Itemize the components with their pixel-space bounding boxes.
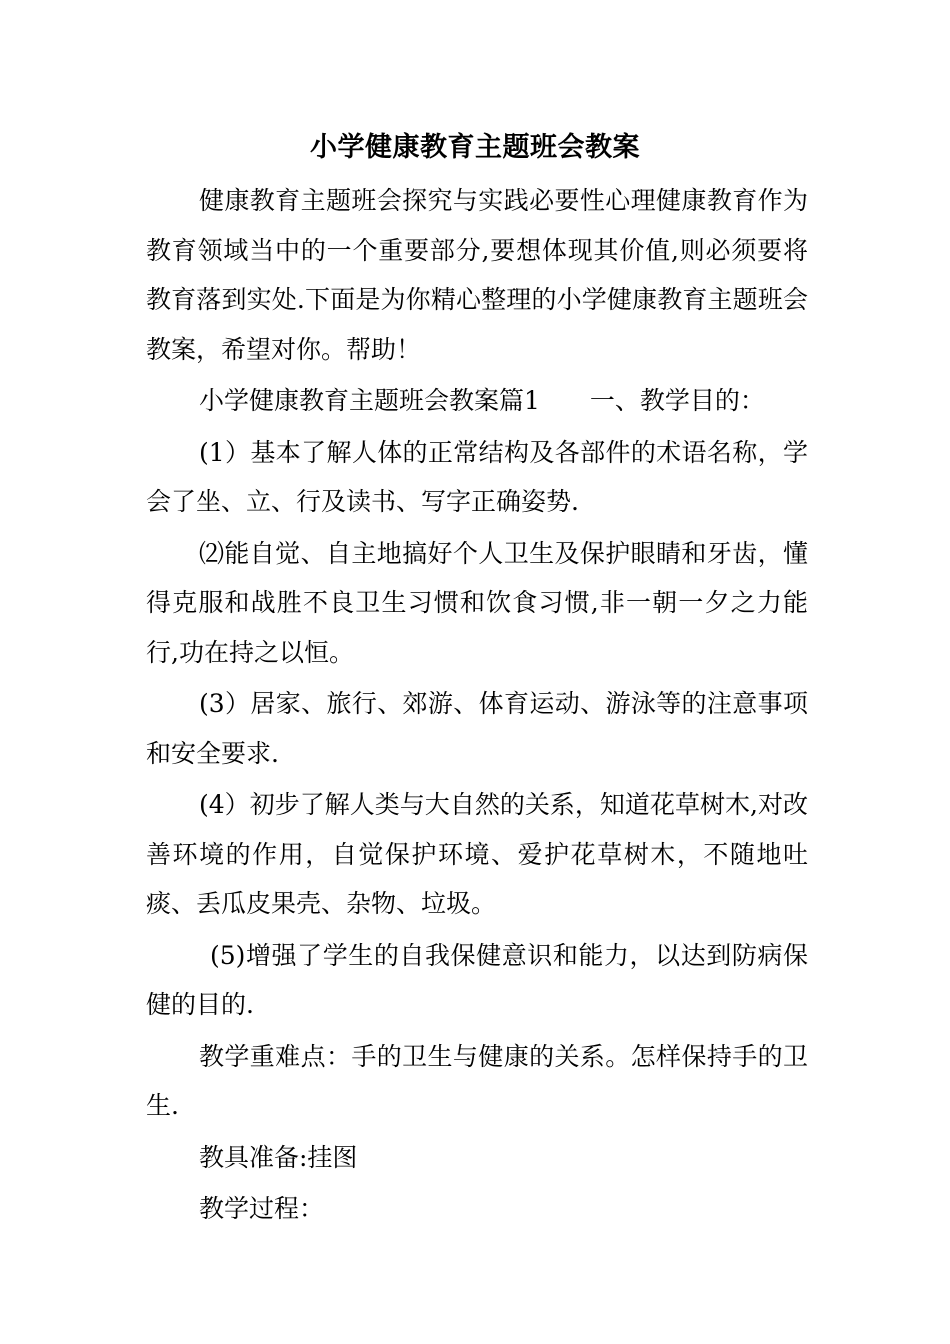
document-title: 小学健康教育主题班会教案 <box>310 132 640 163</box>
key-points-paragraph: 教学重难点：手的卫生与健康的关系。怎样保持手的卫生. <box>146 1041 808 1120</box>
section-heading-paragraph: 小学健康教育主题班会教案篇1 一、教学目的： <box>199 386 765 415</box>
document-body <box>146 176 808 1234</box>
teaching-process-paragraph: 教学过程： <box>199 1194 325 1223</box>
objective-2-paragraph: ⑵能自觉、自主地搞好个人卫生及保护眼睛和牙齿，懂得克服和战胜不良卫生习惯和饮食习惯,非一朝一夕之力能行,功在持之以恒。 <box>146 538 808 667</box>
objective-1-paragraph: (1）基本了解人体的正常结构及各部件的术语名称，学会了坐、立、行及读书、写字正确姿势. <box>146 437 808 516</box>
objective-4-paragraph: (4）初步了解人类与大自然的关系，知道花草树木,对改善环境的作用，自觉保护环境、爱护花草树木，不随地吐痰、丢瓜皮果壳、杂物、垃圾。 <box>146 790 808 918</box>
objective-3-paragraph: (3）居家、旅行、郊游、体育运动、游泳等的注意事项和安全要求. <box>146 689 808 768</box>
teaching-aids-paragraph: 教具准备:挂图 <box>199 1142 358 1172</box>
objective-5-paragraph: (5)增强了学生的自我保健意识和能力，以达到防病保健的目的. <box>146 940 808 1019</box>
intro-paragraph: 健康教育主题班会探究与实践必要性心理健康教育作为教育领域当中的一个重要部分,要想体现其价值,则必须要将教育落到实处.下面是为你精心整理的小学健康教育主题班会教案，希望对你。帮助！ <box>146 186 808 364</box>
